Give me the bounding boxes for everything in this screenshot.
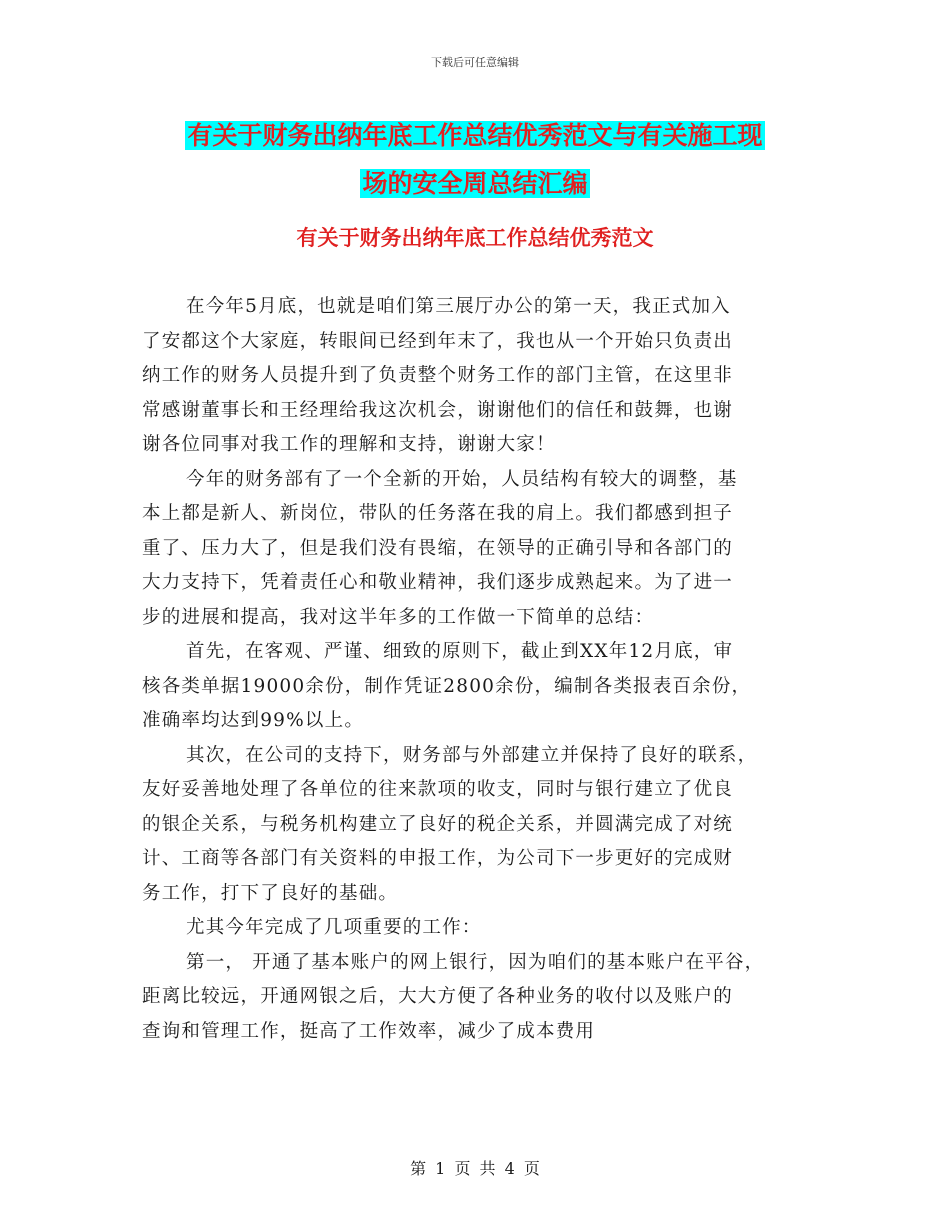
paragraph-line: 大力支持下，凭着责任心和敬业精神，我们逐步成熟起来。为了进一: [142, 572, 734, 593]
paragraph-line: 第一， 开通了基本账户的网上银行，因为咱们的基本账户在平谷，: [186, 951, 765, 973]
paragraph-line: 友好妥善地处理了各单位的往来款项的收支，同时与银行建立了优良: [142, 779, 734, 800]
document-title: [0, 112, 950, 208]
paragraph-line: 谢各位同事对我工作的理解和支持，谢谢大家！: [142, 434, 556, 455]
paragraph-line: 查询和管理工作，挺高了工作效率，减少了成本费用: [142, 1020, 596, 1042]
paragraph-line: 在今年5月底，也就是咱们第三展厅办公的第一天，我正式加入: [186, 296, 731, 317]
paragraph-line: 步的进展和提高，我对这半年多的工作做一下简单的总结：: [142, 606, 655, 628]
paragraph-line: 纳工作的财务人员提升到了负责整个财务工作的部门主管，在这里非: [142, 365, 734, 386]
paragraph-line: 距离比较远，开通网银之后，大大方便了各种业务的收付以及账户的: [142, 986, 734, 1007]
section-title: 有关于财务出纳年底工作总结优秀范文: [296, 226, 654, 250]
paragraph-line: 常感谢董事长和王经理给我这次机会，谢谢他们的信任和鼓舞，也谢: [142, 399, 734, 421]
paragraph-line: 重了、压力大了，但是我们没有畏缩，在领导的正确引导和各部门的: [142, 537, 734, 559]
paragraph-line: 了安都这个大家庭，转眼间已经到年末了，我也从一个开始只负责出: [142, 330, 734, 352]
paragraph-line: 其次，在公司的支持下，财务部与外部建立并保持了良好的联系，: [186, 744, 758, 766]
paragraph-line: 本上都是新人、新岗位，带队的任务落在我的肩上。我们都感到担子: [142, 503, 734, 524]
title-line-1: 有关于财务出纳年底工作总结优秀范文与有关施工现: [187, 121, 763, 150]
paragraph-line: 尤其今年完成了几项重要的工作：: [186, 917, 482, 938]
paragraph-line: 首先，在客观、严谨、细致的原则下，截止到XX年12月底，审: [186, 641, 734, 662]
paragraph-line: 核各类单据19000余份，制作凭证2800余份，编制各类报表百余份，: [142, 675, 752, 697]
paragraph-line: 务工作，打下了良好的基础。: [142, 882, 399, 904]
header-note: 下载后可任意编辑: [431, 56, 519, 69]
paragraph-line: 的银企关系，与税务机构建立了良好的税企关系，并圆满完成了对统: [142, 813, 734, 835]
page-number: 第 1 页 共 4 页: [410, 1159, 540, 1178]
paragraph-line: 计、工商等各部门有关资料的申报工作，为公司下一步更好的完成财: [142, 848, 734, 869]
paragraph-line: 今年的财务部有了一个全新的开始，人员结构有较大的调整，基: [186, 468, 738, 490]
paragraph-line: 准确率均达到99%以上。: [142, 710, 365, 731]
title-line-2: 场的安全周总结汇编: [362, 169, 588, 198]
body-text: [142, 290, 822, 1049]
